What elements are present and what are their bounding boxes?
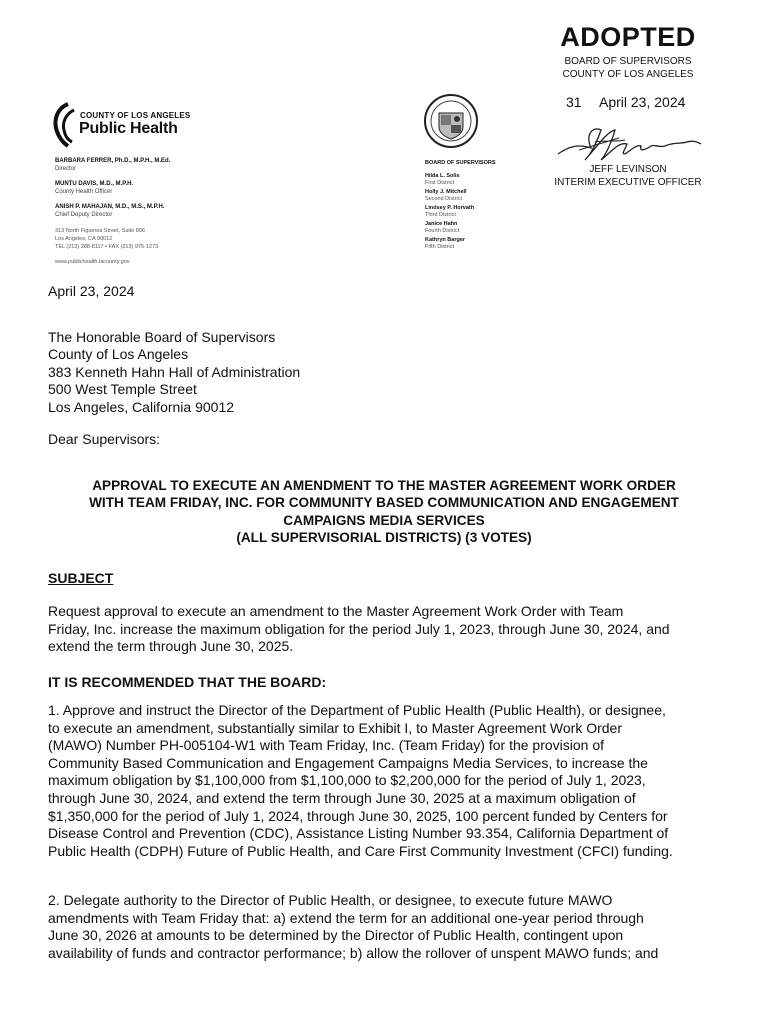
staff-name: ANISH P. MAHAJAN, M.D., M.S., M.P.H. [55,204,165,210]
paragraph-line: extend the term through June 30, 2025. [48,638,294,655]
recipient-line: County of Los Angeles [48,346,189,363]
address-line: 313 North Figueroa Street, Suite 806 [55,228,145,234]
recommendation-heading: IT IS RECOMMENDED THAT THE BOARD: [48,674,327,690]
paragraph-line: June 30, 2026 at amounts to be determined by the Director of Public Health, contingent upon [48,927,624,944]
paragraph-line: amendments with Team Friday that: a) extend the term for an additional one-year period through [48,909,644,926]
paragraph-line: Public Health (CDPH) Future of Public Health, and Care First Community Investment (CFCI) funding. [48,842,673,859]
recipient-line: 383 Kenneth Hahn Hall of Administration [48,363,301,380]
recipient-line: The Honorable Board of Supervisors [48,329,276,345]
paragraph-line: to execute an amendment, substantially similar to Exhibit I, to Master Agreement Work Order [48,719,622,736]
paragraph-line: $1,350,000 for the period of July 1, 2024, through June 30, 2025, 100 percent funded by Centers for [48,807,668,824]
recipient-line: 500 West Temple Street [48,381,197,398]
board-heading: BOARD OF SUPERVISORS [425,160,496,166]
public-health-logo-icon [50,102,78,148]
stamp-county-line: COUNTY OF LOS ANGELES [562,69,694,80]
staff-name: BARBARA FERRER, Ph.D., M.P.H., M.Ed. [55,158,171,164]
board-member-district: Fifth District [425,244,455,250]
staff-title: Chief Deputy Director [55,212,113,218]
board-member-district: Third District [425,212,456,218]
logo-department-label: Public Health [79,120,178,137]
stamp-item-number: 31 [566,94,582,110]
letter-title [48,477,720,547]
salutation: Dear Supervisors: [48,431,161,447]
paragraph-line: Disease Control and Prevention (CDC), Assistance Listing Number 93.354, California Department of [48,825,669,842]
signature-image [555,120,705,168]
title-line: CAMPAIGNS MEDIA SERVICES [283,512,485,528]
staff-title: Director [55,166,77,172]
paragraph-line: 2. Delegate authority to the Director of Public Health, or designee, to execute future MAWO [48,892,613,908]
title-line: WITH TEAM FRIDAY, INC. FOR COMMUNITY BASED COMMUNICATION AND ENGAGEMENT [89,495,679,511]
stamp-board-line: BOARD OF SUPERVISORS [564,56,692,67]
paragraph-line: Request approval to execute an amendment to the Master Agreement Work Order with Team [48,603,624,619]
signer-title: INTERIM EXECUTIVE OFFICER [554,177,702,188]
website-link[interactable]: www.publichealth.lacounty.gov [55,259,130,265]
paragraph-line: 1. Approve and instruct the Director of the Department of Public Health (Public Health), or designee, [48,702,666,718]
recommendation-item-1 [48,702,728,860]
county-seal-icon [423,93,479,149]
address-line: TEL (213) 288-8117 • FAX (213) 975-1273 [55,244,159,250]
paragraph-line: through June 30, 2024, and extend the term through June 30, 2025 at a maximum obligation of [48,789,636,806]
board-member-name: Kathryn Barger [425,237,466,243]
recipient-address [48,329,300,416]
paragraph-line: maximum obligation by $1,100,000 from $1,100,000 to $2,200,000 for the period of July 1, 2023, [48,772,646,789]
board-member-district: Fourth District [425,228,460,234]
board-member-name: Lindsey P. Horvath [425,205,475,211]
stamp-date: April 23, 2024 [599,94,686,110]
board-member-district: First District [425,180,455,186]
letter-date: April 23, 2024 [48,283,135,299]
recipient-line: Los Angeles, California 90012 [48,398,235,415]
subject-paragraph [48,603,728,656]
adopted-stamp-title: ADOPTED [560,22,696,52]
title-line: (ALL SUPERVISORIAL DISTRICTS) (3 VOTES) [236,530,532,546]
paragraph-line: (MAWO) Number PH-005104-W1 with Team Friday, Inc. (Team Friday) for the provision of [48,737,605,754]
staff-name: MUNTU DAVIS, M.D., M.P.H. [55,181,134,187]
board-member-name: Hilda L. Solis [425,173,460,179]
board-member-district: Second District [425,196,462,202]
board-member-name: Holly J. Mitchell [425,189,467,195]
paragraph-line: Community Based Communication and Engagement Campaigns Media Services, to increase the [48,754,648,771]
paragraph-line: Friday, Inc. increase the maximum obligation for the period July 1, 2023, through June 30, 2024, and [48,620,670,637]
paragraph-line: availability of funds and contractor performance; b) allow the rollover of unspent MAWO funds; and [48,944,659,961]
board-member-name: Janice Hahn [425,221,458,227]
title-line: APPROVAL TO EXECUTE AN AMENDMENT TO THE MASTER AGREEMENT WORK ORDER [92,478,676,493]
staff-title: County Health Officer [55,189,113,195]
subject-heading: SUBJECT [48,570,114,586]
logo-county-label: COUNTY OF LOS ANGELES [80,111,191,120]
address-line: Los Angeles, CA 90012 [55,236,113,242]
recommendation-item-2 [48,892,728,962]
signer-name: JEFF LEVINSON [589,164,667,175]
